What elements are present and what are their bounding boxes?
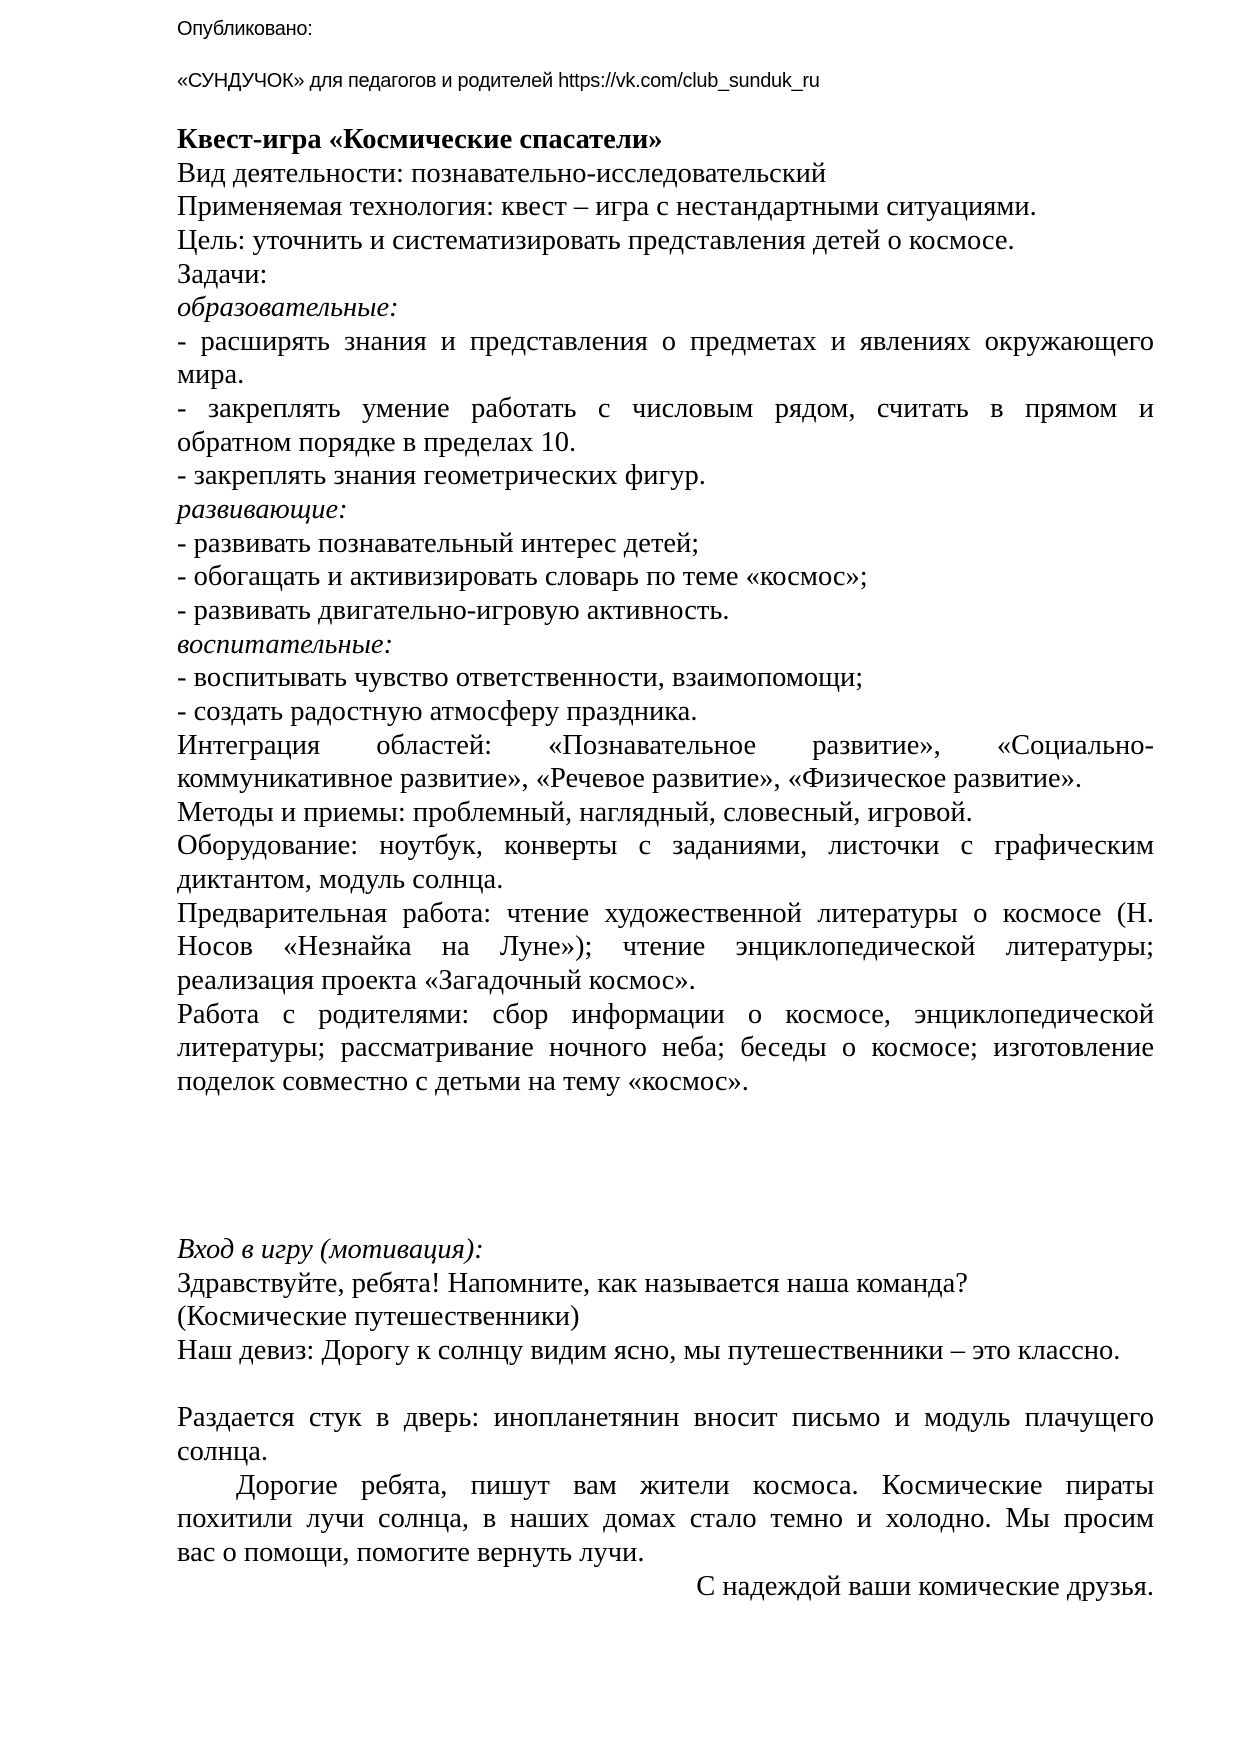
developing-line: - обогащать и активизировать словарь по теме «космос»;: [177, 561, 868, 593]
educational-line: обратном порядке в пределах 10.: [177, 426, 577, 458]
preliminary-line: Носов «Незнайка на Луне»); чтение энциклопедической литературы;: [177, 931, 1154, 963]
upbringing-line: - создать радостную атмосферу праздника.: [177, 695, 698, 727]
parents-line: Работа с родителями: сбор информации о космосе, энциклопедической: [177, 998, 1154, 1030]
knock-line: солнца.: [177, 1435, 269, 1467]
educational-line: - закреплять умение работать с числовым рядом, считать в прямом и: [177, 393, 1154, 425]
equipment-line: диктантом, модуль солнца.: [177, 864, 504, 896]
document-title: Квест-игра «Космические спасатели»: [177, 124, 663, 155]
integration-line: Интеграция областей: «Познавательное развитие», «Социально-: [177, 729, 1154, 761]
document-body: [177, 123, 1154, 1603]
educational-line: мира.: [177, 359, 245, 391]
integration-line: коммуникативное развитие», «Речевое развитие», «Физическое развитие».: [177, 763, 1083, 795]
developing-line: - развивать познавательный интерес детей;: [177, 527, 700, 559]
methods: Методы и приемы: проблемный, наглядный, словесный, игровой.: [177, 796, 973, 828]
parents-line: поделок совместно с детьми на тему «космос».: [177, 1065, 749, 1097]
entry-line: (Космические путешественники): [177, 1301, 580, 1333]
upbringing-line: - воспитывать чувство ответственности, взаимопомощи;: [177, 662, 864, 694]
published-label: Опубликовано:: [177, 18, 313, 40]
educational-line: - закреплять знания геометрических фигур.: [177, 460, 706, 492]
upbringing-label: воспитательные:: [177, 628, 394, 660]
entry-line: Здравствуйте, ребята! Напомните, как называется наша команда?: [177, 1267, 968, 1299]
preliminary-line: Предварительная работа: чтение художественной литературы о космосе (Н.: [177, 897, 1154, 929]
equipment-line: Оборудование: ноутбук, конверты с заданиями, листочки с графическим: [177, 830, 1154, 862]
entry-label: Вход в игру (мотивация):: [177, 1234, 484, 1266]
parents-line: литературы; рассматривание ночного неба; беседы о космосе; изготовление: [177, 1032, 1154, 1064]
educational-label: образовательные:: [177, 292, 399, 324]
knock-line: Раздается стук в дверь: инопланетянин вносит письмо и модуль плачущего: [177, 1402, 1154, 1434]
developing-label: развивающие:: [177, 494, 348, 526]
letter-signature: С надеждой ваши комические друзья.: [696, 1570, 1154, 1602]
tasks-label: Задачи:: [177, 258, 268, 290]
letter-line: вас о помощи, помогите вернуть лучи.: [177, 1536, 645, 1568]
technology: Применяемая технология: квест – игра с нестандартными ситуациями.: [177, 191, 1037, 223]
letter-line: Дорогие ребята, пишут вам жители космоса. Космические пираты: [236, 1469, 1154, 1501]
educational-line: - расширять знания и представления о предметах и явлениях окружающего: [177, 325, 1154, 357]
goal: Цель: уточнить и систематизировать представления детей о космосе.: [177, 224, 1015, 256]
preliminary-line: реализация проекта «Загадочный космос».: [177, 965, 696, 997]
activity-type: Вид деятельности: познавательно-исследовательский: [177, 157, 827, 189]
developing-line: - развивать двигательно-игровую активность.: [177, 594, 730, 626]
source-line: «СУНДУЧОК» для педагогов и родителей https://vk.com/club_sunduk_ru: [177, 70, 820, 92]
letter-line: похитили лучи солнца, в наших домах стало темно и холодно. Мы просим: [177, 1503, 1154, 1535]
entry-line: Наш девиз: Дорогу к солнцу видим ясно, мы путешественники – это классно.: [177, 1335, 1121, 1367]
